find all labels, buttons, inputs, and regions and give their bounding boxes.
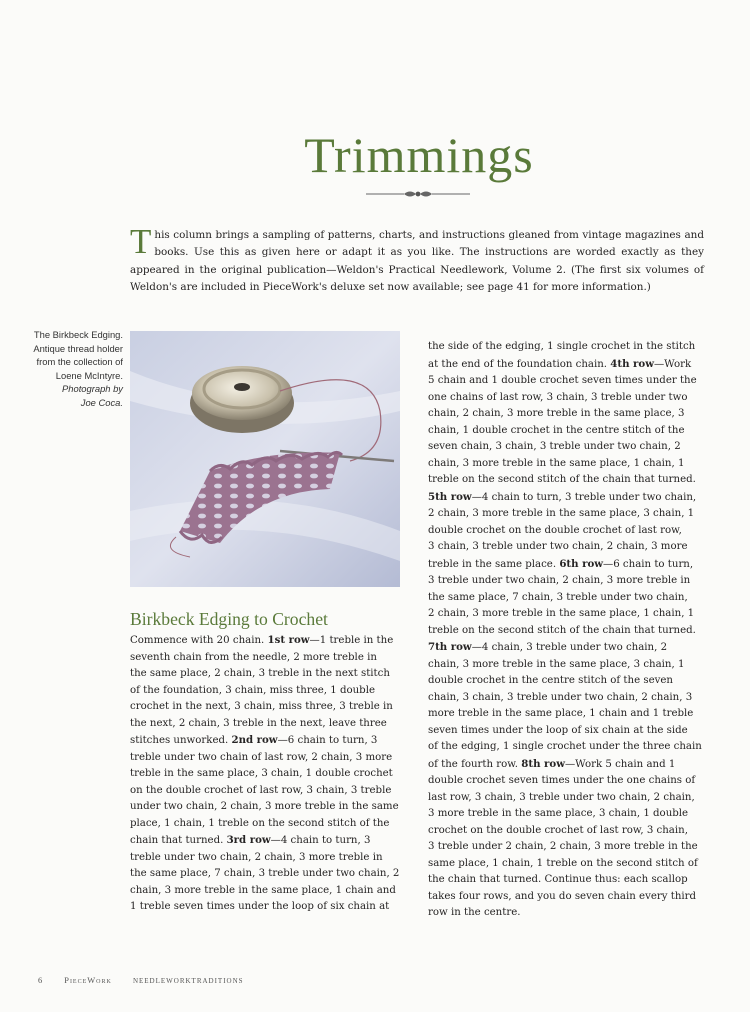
text-line xyxy=(428,756,718,774)
text-line xyxy=(428,889,718,906)
text-segment: chain, 3 chain, 3 treble under two chain, 2 chain, 3 xyxy=(428,691,693,703)
text-segment: at the end of the foundation chain. xyxy=(428,358,611,370)
text-segment: 2 chain, 3 more treble in the same place, 1 chain, 1 xyxy=(428,608,695,619)
text-segment: the chain that turned. Continue thus: each scallop xyxy=(428,874,688,885)
caption-line: Loene McIntyre. xyxy=(55,369,123,381)
text-line xyxy=(130,750,412,767)
text-segment: on the double crochet of last row, 3 chain, 3 treble xyxy=(130,784,392,796)
row-label: 5th row xyxy=(428,490,472,503)
text-line xyxy=(130,666,412,683)
text-segment: double crochet in the centre stitch of the seven xyxy=(428,675,673,686)
text-segment: chain, 3 more treble in the same place, 3 chain, 1 xyxy=(428,658,685,670)
page-title: Trimmings xyxy=(304,127,534,183)
text-line xyxy=(428,905,718,922)
text-line xyxy=(428,423,718,440)
text-line xyxy=(428,556,718,574)
photo-credit: Photograph by xyxy=(62,383,123,395)
text-segment: double crochet on the double crochet of last row, xyxy=(428,524,682,536)
text-segment: same place, 1 chain, 1 treble on the second stitch of xyxy=(428,857,698,869)
drop-cap: T xyxy=(130,222,152,261)
text-line xyxy=(428,773,718,790)
intro-line: appeared in the original publication—Weldon's Practical Needlework, Volume 2. (The first six volumes of xyxy=(130,263,704,276)
text-segment: —4 chain to turn, 3 treble under two chain, xyxy=(471,491,697,503)
text-line xyxy=(428,390,718,407)
text-segment: stitches unworked. xyxy=(130,735,232,746)
left-column-text xyxy=(130,632,412,916)
text-line xyxy=(130,899,412,916)
right-column-text xyxy=(428,339,718,922)
text-segment: 3 chain, 3 treble under two chain, 2 chain, 3 more xyxy=(428,541,688,552)
text-line xyxy=(428,456,718,473)
text-segment: treble under two chain of last row, 2 chain, 3 more xyxy=(130,751,393,763)
text-segment: takes four rows, and you do seven chain every third xyxy=(428,890,697,902)
text-segment: chain that turned. xyxy=(130,835,227,846)
text-segment: 5 chain and 1 double crochet seven times under the xyxy=(428,375,697,386)
text-segment: of the edging, 1 single crochet under the three chain xyxy=(428,741,702,752)
text-segment: 3 treble under 2 chain, 2 chain, 3 more treble in the xyxy=(428,841,698,852)
text-segment: crochet on the double crochet of last row, 3 chain, xyxy=(428,824,688,836)
text-segment: more treble in the same place, 1 chain and 1 treble xyxy=(428,708,694,719)
text-line xyxy=(428,706,718,723)
text-line xyxy=(428,506,718,523)
text-segment: of the fourth row. xyxy=(428,758,522,770)
text-line xyxy=(130,699,412,716)
text-line xyxy=(428,539,718,556)
text-line xyxy=(428,856,718,873)
text-segment: —4 chain, 3 treble under two chain, 2 xyxy=(471,642,668,653)
text-line xyxy=(428,339,718,356)
text-line xyxy=(428,839,718,856)
section-title: Birkbeck Edging to Crochet xyxy=(130,609,328,629)
text-line xyxy=(130,866,412,883)
caption-line: from the collection of xyxy=(36,356,123,368)
text-line xyxy=(130,716,412,733)
page-number: 6 xyxy=(38,976,44,985)
text-line xyxy=(130,650,412,667)
text-line xyxy=(428,439,718,456)
text-segment: seven chain, 3 chain, 3 treble under two chain, 2 xyxy=(428,441,681,452)
text-line xyxy=(130,683,412,700)
text-segment: of the foundation, 3 chain, miss three, 1 double xyxy=(130,684,375,696)
text-segment: the next, 2 chain, 3 treble in the next, leave three xyxy=(130,717,387,729)
text-segment: the same place, 2 chain, 3 treble in the next stitch xyxy=(130,668,390,679)
text-segment: —6 chain to turn, 3 xyxy=(277,735,378,746)
caption-line: The Birkbeck Edging. xyxy=(33,329,123,340)
text-segment: chain, 2 chain, 3 more treble in the same place, 3 xyxy=(428,408,685,419)
text-segment: —6 chain to turn, xyxy=(603,558,694,570)
text-line xyxy=(428,356,718,374)
text-line xyxy=(130,766,412,783)
text-line xyxy=(428,523,718,540)
text-segment: treble in the same place. xyxy=(428,558,560,570)
text-line xyxy=(428,639,718,657)
text-line xyxy=(428,472,718,489)
section-name: NEEDLEWORKTRADITIONS xyxy=(132,977,244,985)
text-segment: seven times under the loop of six chain at the side xyxy=(428,724,688,736)
row-label: 7th row xyxy=(428,641,472,653)
text-line xyxy=(428,723,718,740)
text-line xyxy=(428,872,718,889)
text-line xyxy=(130,850,412,867)
text-segment: double crochet seven times under the one chains of xyxy=(428,775,696,786)
magazine-name: PieceWork xyxy=(64,976,112,985)
text-segment: —Work xyxy=(653,358,692,370)
ornament-divider-icon xyxy=(366,188,470,200)
text-line xyxy=(130,632,412,650)
text-line xyxy=(428,739,718,756)
text-line xyxy=(428,823,718,840)
text-line xyxy=(428,489,718,507)
text-line xyxy=(130,832,412,850)
text-segment: treble under two chain, 2 chain, 3 more treble in xyxy=(130,851,383,863)
text-line xyxy=(130,732,412,750)
text-segment: crochet in the next, 3 chain, miss three, 3 treble in xyxy=(130,701,393,712)
text-segment: —4 chain to turn, 3 xyxy=(270,835,371,846)
text-segment: 3 more treble in the same place, 3 chain, 1 double xyxy=(428,808,689,819)
intro-line: his column brings a sampling of patterns, charts, and instructions gleaned from vintage magazines xyxy=(154,229,681,241)
text-segment: Commence with 20 chain. xyxy=(130,635,268,646)
text-segment: the same place, 7 chain, 3 treble under two chain, xyxy=(428,591,688,603)
text-line xyxy=(428,790,718,807)
photo-credit: Joe Coca. xyxy=(80,396,123,408)
text-line xyxy=(428,690,718,707)
text-line xyxy=(428,406,718,423)
text-segment: —Work 5 chain and 1 xyxy=(564,758,676,770)
text-line xyxy=(428,590,718,607)
text-segment: one chains of last row, 3 chain, 3 treble under two xyxy=(428,391,688,403)
caption-line: Antique thread holder xyxy=(33,342,123,354)
text-segment: 1 treble seven times under the loop of six chain at xyxy=(130,901,390,912)
text-line xyxy=(428,606,718,623)
text-segment: treble on the second stitch of the chain that turned. xyxy=(428,474,696,485)
row-label: 1st row xyxy=(267,634,310,646)
intro-paragraph xyxy=(130,222,704,296)
row-label: 8th row xyxy=(521,757,565,770)
photo-caption xyxy=(20,328,123,410)
text-line xyxy=(428,573,718,590)
text-line xyxy=(130,883,412,900)
text-segment: chain, 3 more treble in the same place, 1 chain, 1 xyxy=(428,457,685,469)
thread-holder-photo-icon xyxy=(130,331,400,587)
text-line xyxy=(428,673,718,690)
text-segment: under two chain, 2 chain, 3 more treble in the same xyxy=(130,801,399,812)
row-label: 2nd row xyxy=(231,734,278,746)
text-segment: 3 treble under two chain, 2 chain, 3 more treble in xyxy=(428,575,691,586)
text-line xyxy=(130,783,412,800)
row-label: 6th row xyxy=(559,557,604,570)
page-footer xyxy=(38,976,262,985)
row-label: 3rd row xyxy=(226,834,271,846)
text-line xyxy=(130,799,412,816)
text-segment: treble on the second stitch of the chain that turned. xyxy=(428,624,696,636)
text-segment: last row, 3 chain, 3 treble under two chain, 2 chain, xyxy=(428,791,695,803)
text-segment: —1 treble in the xyxy=(309,635,394,646)
edging-photo xyxy=(130,331,400,587)
text-line xyxy=(428,806,718,823)
text-segment: row in the centre. xyxy=(428,907,521,918)
text-segment: seventh chain from the needle, 2 more treble in xyxy=(130,651,377,663)
text-segment: chain, 3 more treble in the same place, 1 chain and xyxy=(130,884,396,896)
text-segment: the side of the edging, 1 single crochet in the stitch xyxy=(428,341,696,352)
text-segment: 2 chain, 3 more treble in the same place, 3 chain, 1 xyxy=(428,508,695,519)
text-line xyxy=(428,657,718,674)
text-segment: treble in the same place, 3 chain, 1 double crochet xyxy=(130,768,393,779)
text-segment: place, 1 chain, 1 treble on the second stitch of the xyxy=(130,817,390,829)
intro-line: Weldon's are included in PieceWork's deluxe set now available; see page 41 for more information.) xyxy=(130,280,651,293)
text-line xyxy=(130,816,412,833)
text-line xyxy=(428,373,718,390)
text-line xyxy=(428,623,718,640)
row-label: 4th row xyxy=(610,357,654,370)
text-segment: chain, 1 double crochet in the centre stitch of the xyxy=(428,424,685,436)
intro-line: and books. Use this as given here or adapt it as you like. The instructions are worded exactly as they xyxy=(154,229,704,259)
text-segment: the same place, 7 chain, 3 treble under two chain, 2 xyxy=(130,868,400,879)
